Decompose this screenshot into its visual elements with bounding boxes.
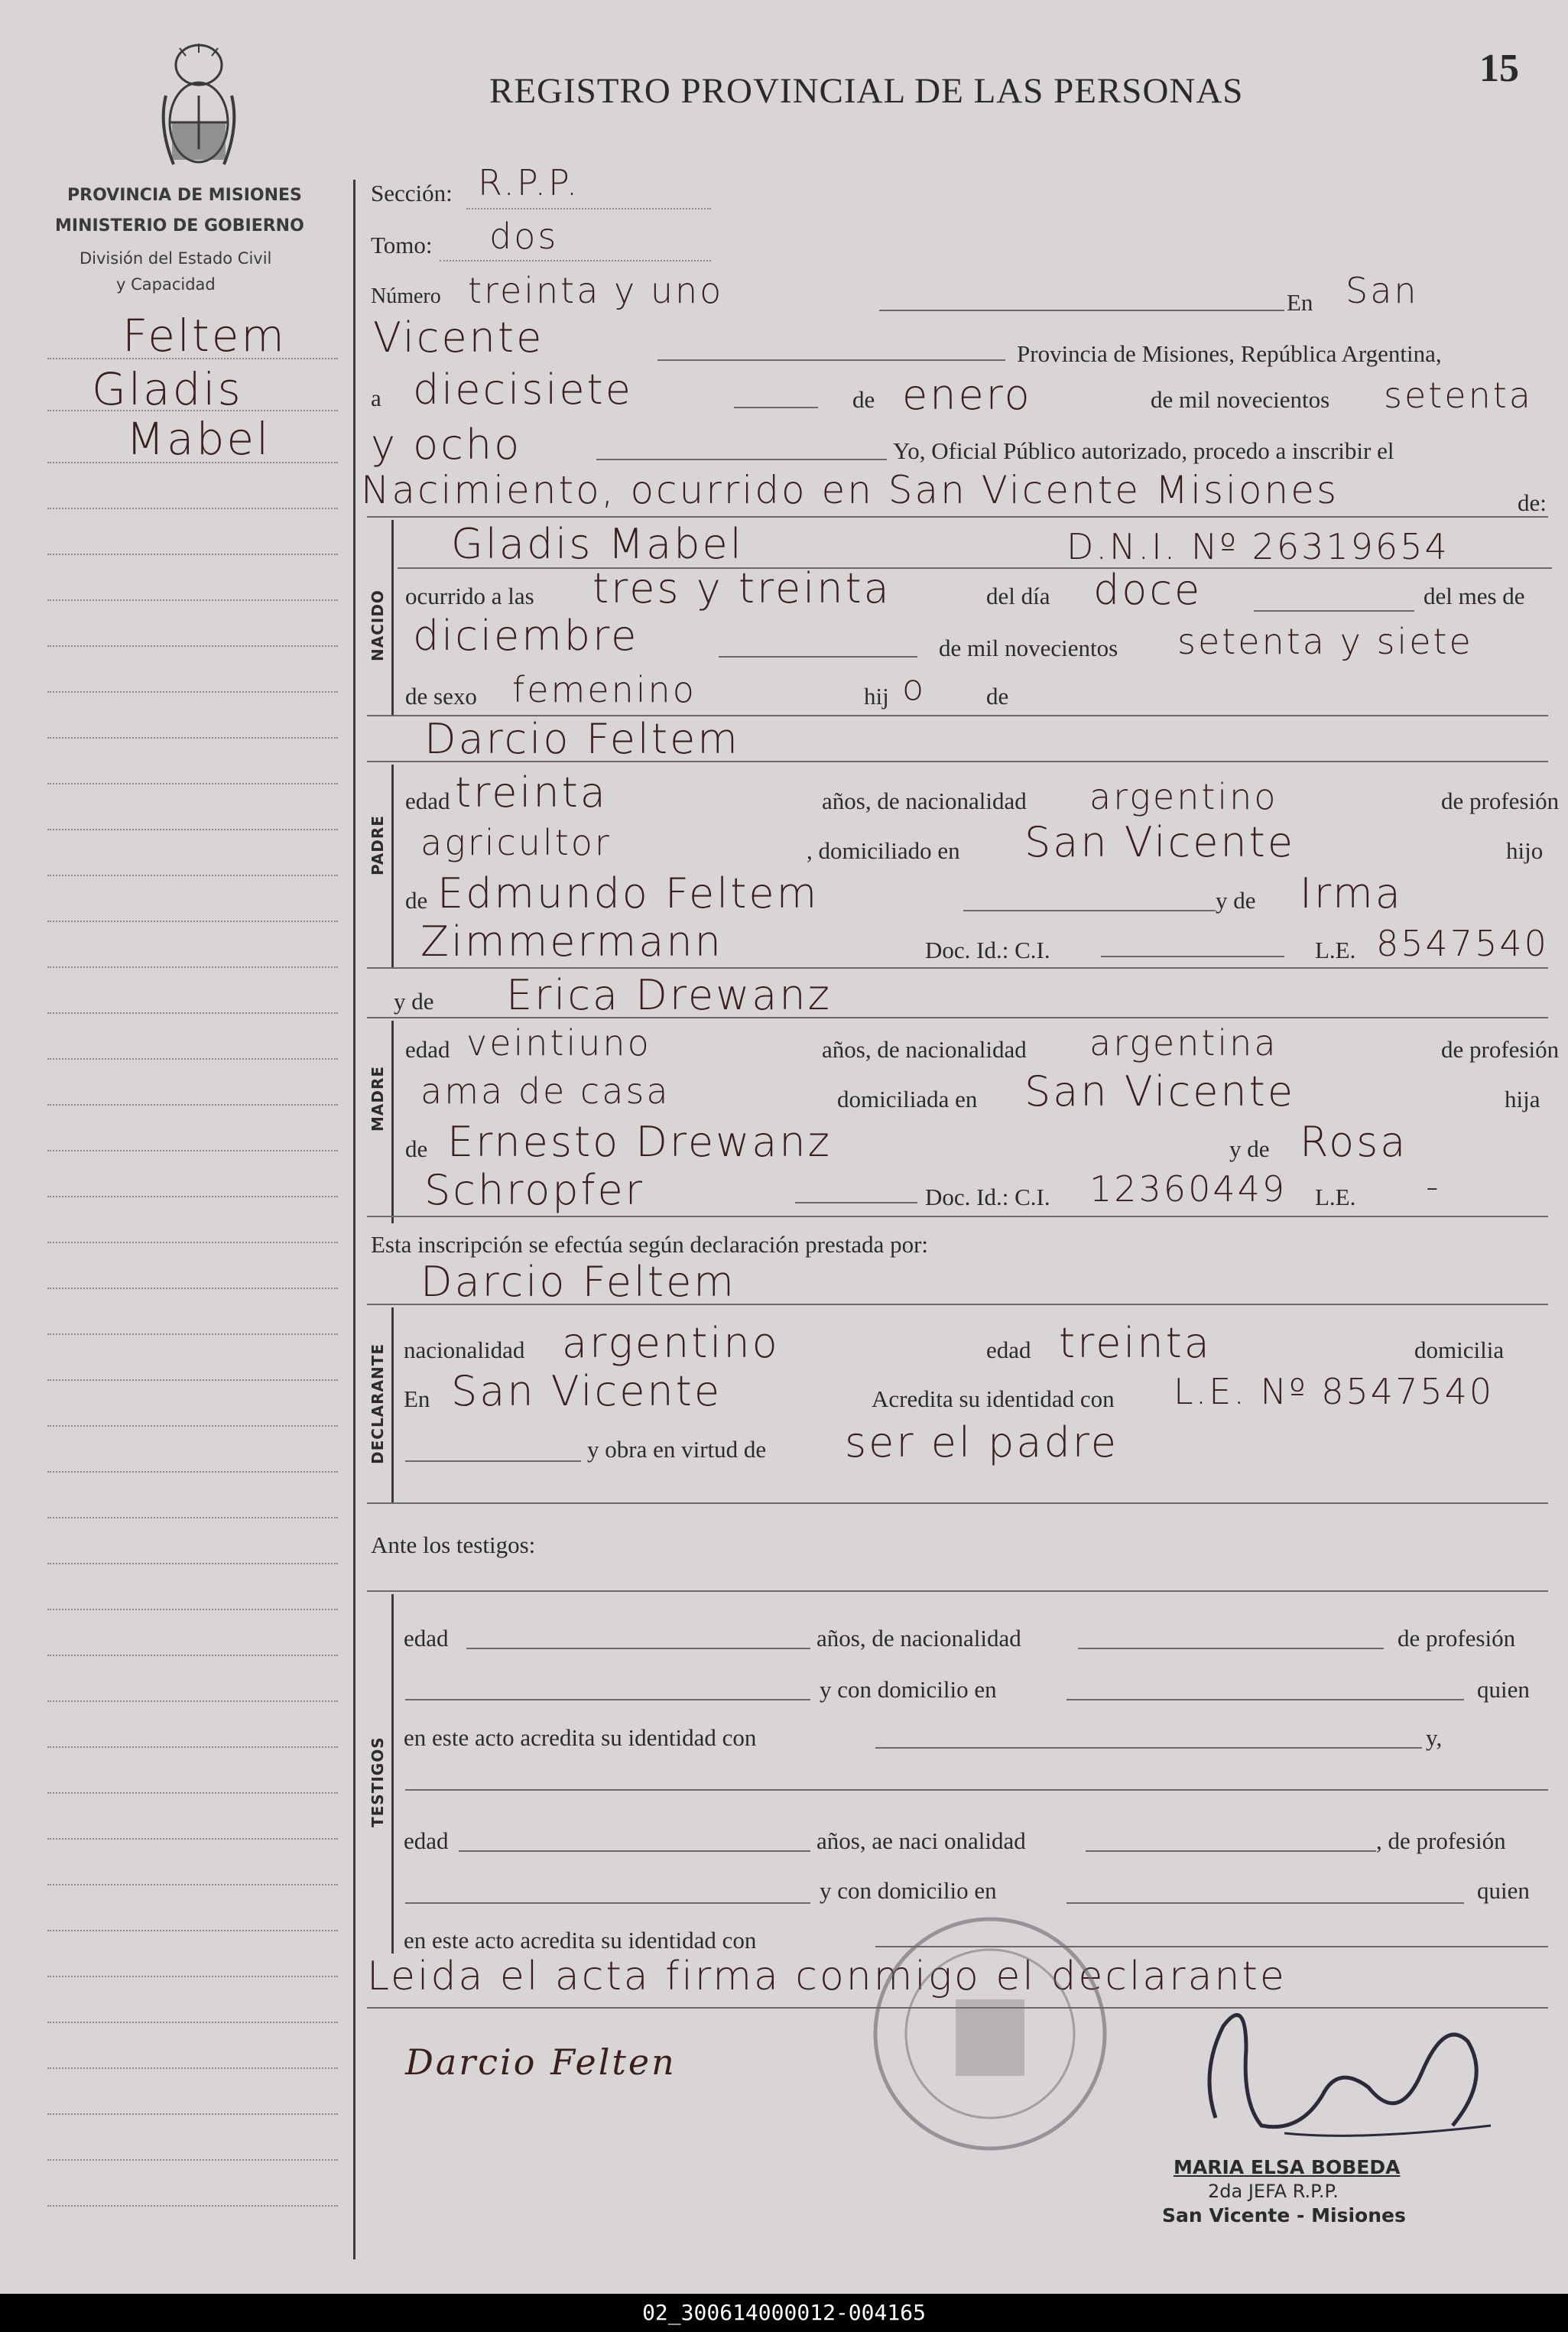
document-title: REGISTRO PROVINCIAL DE LAS PERSONAS [489,71,1244,111]
madre-anos-label: años, de nacionalidad [822,1036,1027,1063]
del-dia-label: del día [986,583,1050,609]
yo-oficial-text: Yo, Oficial Público autorizado, procedo a inscribir el [893,437,1394,464]
image-caption: 02_300614000012-004165 [0,2294,1568,2332]
testigo1-quien-label: quien [1477,1676,1530,1703]
madre-hija-label: hija [1505,1086,1540,1112]
anio-nac-value: setenta y siete [1177,621,1473,662]
madre-madre-value-1: Rosa [1300,1118,1408,1166]
en-label: En [1287,289,1313,316]
testigo1-anos-label: años, de nacionalidad [816,1625,1021,1652]
declarante-edad-value: treinta [1059,1319,1212,1367]
de-label: de [852,386,875,413]
padre-padre-value: Edmundo Feltem [437,869,820,918]
mes-nac-value: diciembre [413,612,639,660]
ministry-heading: MINISTERIO DE GOBIERNO [55,216,304,235]
acto-value: Nacimiento, ocurrido en San Vicente Misiones [361,468,1339,512]
madre-y-de-label-2: y de [1229,1135,1270,1162]
madre-name-value: Erica Drewanz [506,971,832,1019]
testigo2-acto-label: en este acto acredita su identidad con [404,1927,757,1954]
margin-middle-name: Mabel [126,413,271,465]
official-place: San Vicente - Misiones [1162,2204,1406,2226]
testigo2-dom-label: y con domicilio en [820,1877,997,1904]
testigo2-quien-label: quien [1477,1877,1530,1904]
anio-value-2: y ocho [371,421,522,469]
tomo-label: Tomo: [371,232,433,258]
official-name: MARIA ELSA BOBEDA [1174,2156,1401,2178]
de-colon-label: de: [1518,489,1547,516]
seccion-value: R.P.P. [478,162,580,203]
official-signature [1170,1980,1514,2156]
madre-madre-value-2: Schropfer [424,1166,644,1214]
declarante-virtud-label: y obra en virtud de [587,1436,767,1463]
tomo-value: dos [489,216,559,257]
madre-ci-value: 12360449 [1089,1168,1287,1210]
de-mil-label: de mil novecientos [1151,386,1330,413]
de-mil-nac-label: de mil novecientos [939,635,1118,661]
madre-le-value: - [1426,1166,1441,1207]
fecha-a-label: a [371,385,381,411]
padre-doc-label: Doc. Id.: C.I. [925,937,1050,963]
inscripcion-text: Esta inscripción se efectúa según declaración prestada por: [371,1231,929,1258]
declarante-en-label: En [404,1385,430,1412]
nacido-dni-value: D.N.I. Nº 26319654 [1066,526,1450,567]
madre-prof-label: de profesión [1441,1036,1560,1063]
nacido-section-label: NACIDO [368,589,387,661]
declarante-divider [391,1307,394,1502]
testigo1-y-label: y, [1426,1724,1443,1751]
nacido-divider [391,520,394,715]
page-number: 15 [1479,47,1519,90]
padre-edad-value: treinta [455,768,608,817]
division-heading-1: División del Estado Civil [80,249,272,268]
padre-section-label: PADRE [368,815,387,875]
declarante-domicilia-label: domicilia [1414,1337,1505,1363]
seccion-label: Sección: [371,180,453,206]
madre-dom-label: domiciliada en [837,1086,978,1112]
madre-nac-value: argentina [1089,1022,1278,1064]
dia-value: diecisiete [413,365,633,414]
leida-acta-value: Leida el acta firma conmigo el declarante [367,1954,1287,1999]
madre-divider [391,1021,394,1223]
division-heading-2: y Capacidad [116,275,216,294]
hij-label: hij [864,683,889,710]
testigos-section-label: TESTIGOS [368,1736,387,1827]
declarante-section-label: DECLARANTE [368,1343,387,1464]
nacido-name-value: Gladis Mabel [451,520,744,568]
anio-value-1: setenta [1384,375,1533,416]
madre-doc-label: Doc. Id.: C.I. [925,1184,1050,1210]
declarante-nac-label: nacionalidad [404,1337,525,1363]
sexo-value: femenino [512,669,696,710]
madre-edad-value: veintiuno [466,1022,651,1064]
numero-value: treinta y uno [468,270,724,311]
coat-of-arms-emblem [157,42,241,176]
madre-le-label: L.E. [1315,1184,1356,1210]
margin-surname: Feltem [122,310,287,362]
declarante-nac-value: argentino [562,1319,780,1367]
madre-section-label: MADRE [368,1065,387,1132]
testigo1-edad-label: edad [404,1625,449,1652]
numero-label: Número [371,284,441,308]
declarante-signature: Darcio Felten [405,2041,677,2083]
mes-value: enero [902,371,1032,419]
padre-anos-label: años, de nacionalidad [822,788,1027,814]
madre-dom-value: San Vicente [1024,1067,1296,1116]
padre-le-label: L.E. [1315,937,1356,963]
en-value-1: San [1346,270,1419,311]
testigo2-anos-label: años, ae naci onalidad [816,1827,1026,1854]
province-heading: PROVINCIA DE MISIONES [67,186,302,205]
testigo2-prof-label: , de profesión [1376,1827,1506,1854]
testigo2-edad-label: edad [404,1827,449,1854]
sexo-label: de sexo [405,683,477,710]
del-mes-label: del mes de [1424,583,1525,609]
madre-padre-value: Ernesto Drewanz [447,1118,832,1166]
hij-suffix-value: o [902,667,927,708]
margin-given-name: Gladis [92,363,243,415]
margin-divider [353,180,355,2259]
testigos-divider [391,1594,394,1954]
testigo1-prof-label: de profesión [1398,1625,1516,1652]
ocurrido-label: ocurrido a las [405,583,534,609]
declarante-edad-label: edad [986,1337,1031,1363]
dia-nac-value: doce [1093,566,1203,614]
padre-dom-label: , domiciliado en [807,837,960,864]
padre-divider [391,765,394,967]
padre-edad-label: edad [405,788,450,814]
declarante-doc-value: L.E. Nº 8547540 [1174,1371,1495,1412]
padre-prof-value: agricultor [420,822,612,863]
ante-testigos-text: Ante los testigos: [371,1531,536,1558]
official-title: 2da JEFA R.P.P. [1208,2181,1339,2202]
padre-madre-value-2: Zimmermann [420,918,723,966]
declarante-virtud-value: ser el padre [845,1418,1118,1466]
de-hij-label: de [986,683,1009,710]
padre-name-value: Darcio Feltem [424,715,740,763]
provincia-text: Provincia de Misiones, República Argentina, [1017,340,1442,367]
padre-y-de-label: y de [1216,887,1256,914]
declarante-name-value: Darcio Feltem [420,1258,736,1306]
padre-nac-value: argentino [1089,776,1278,817]
hora-value: tres y treinta [592,564,891,612]
madre-y-de-label: y de [394,988,434,1015]
declarante-acredita-label: Acredita su identidad con [872,1385,1115,1412]
padre-le-value: 8547540 [1376,923,1549,964]
official-seal-stamp [864,1908,1116,2160]
padre-dom-value: San Vicente [1024,818,1296,866]
testigo1-dom-label: y con domicilio en [820,1676,997,1703]
padre-hijo-label: hijo [1506,837,1544,864]
padre-de-label: de [405,887,428,914]
madre-prof-value: ama de casa [420,1070,670,1112]
testigo1-acto-label: en este acto acredita su identidad con [404,1724,757,1751]
en-value-2: Vicente [373,313,544,362]
declarante-dom-value: San Vicente [451,1367,722,1415]
padre-prof-label: de profesión [1441,788,1560,814]
madre-de-label: de [405,1135,428,1162]
padre-madre-value-1: Irma [1300,869,1403,918]
madre-edad-label: edad [405,1036,450,1063]
